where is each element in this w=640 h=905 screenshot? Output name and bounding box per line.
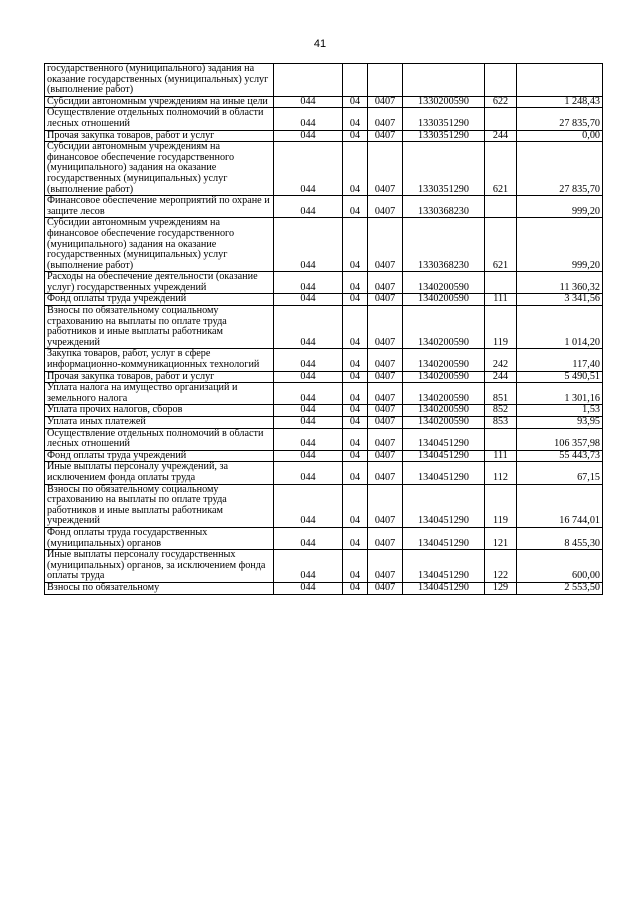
section-code-cell: 04 <box>343 405 368 417</box>
target-article-cell: 1340451290 <box>403 527 485 549</box>
subsection-code-cell: 0407 <box>368 142 403 196</box>
org-code-cell: 044 <box>274 417 343 429</box>
amount-cell: 1 014,20 <box>517 306 603 349</box>
subsection-code-cell: 0407 <box>368 306 403 349</box>
budget-table <box>44 63 603 595</box>
table-row <box>45 428 603 450</box>
subsection-code-cell: 0407 <box>368 96 403 108</box>
target-article-cell: 1340451290 <box>403 550 485 583</box>
org-code-cell: 044 <box>274 527 343 549</box>
table-row <box>45 383 603 405</box>
org-code-cell: 044 <box>274 108 343 130</box>
expense-type-cell: 129 <box>485 582 517 594</box>
subsection-code-cell: 0407 <box>368 218 403 272</box>
section-code-cell: 04 <box>343 130 368 142</box>
expense-type-cell: 121 <box>485 527 517 549</box>
expense-type-cell: 621 <box>485 218 517 272</box>
section-code-cell: 04 <box>343 306 368 349</box>
expense-name-cell: Фонд оплаты труда государственных (муниципальных) органов <box>45 527 274 549</box>
amount-cell: 8 455,30 <box>517 527 603 549</box>
table-row <box>45 349 603 371</box>
expense-type-cell: 242 <box>485 349 517 371</box>
section-code-cell: 04 <box>343 294 368 306</box>
org-code-cell: 044 <box>274 196 343 218</box>
table-row <box>45 306 603 349</box>
target-article-cell: 1340451290 <box>403 582 485 594</box>
table-row <box>45 405 603 417</box>
target-article-cell: 1330200590 <box>403 96 485 108</box>
target-article-cell: 1340200590 <box>403 272 485 294</box>
expense-name-cell: Уплата налога на имущество организаций и земельного налога <box>45 383 274 405</box>
expense-type-cell <box>485 196 517 218</box>
amount-cell: 55 443,73 <box>517 450 603 462</box>
amount-cell: 3 341,56 <box>517 294 603 306</box>
section-code-cell: 04 <box>343 349 368 371</box>
table-row <box>45 142 603 196</box>
section-code-cell: 04 <box>343 96 368 108</box>
org-code-cell: 044 <box>274 462 343 484</box>
expense-type-cell: 111 <box>485 450 517 462</box>
org-code-cell: 044 <box>274 130 343 142</box>
subsection-code-cell: 0407 <box>368 371 403 383</box>
amount-cell: 106 357,98 <box>517 428 603 450</box>
section-code-cell <box>343 64 368 97</box>
subsection-code-cell: 0407 <box>368 582 403 594</box>
org-code-cell: 044 <box>274 371 343 383</box>
org-code-cell: 044 <box>274 550 343 583</box>
subsection-code-cell: 0407 <box>368 405 403 417</box>
amount-cell: 1 301,16 <box>517 383 603 405</box>
expense-type-cell <box>485 428 517 450</box>
table-row <box>45 294 603 306</box>
expense-name-cell: Взносы по обязательному социальному страхованию на выплаты по оплате труда работников и иные выплаты работникам учреждений <box>45 484 274 527</box>
expense-name-cell: Фонд оплаты труда учреждений <box>45 450 274 462</box>
target-article-cell: 1340451290 <box>403 462 485 484</box>
section-code-cell: 04 <box>343 383 368 405</box>
expense-type-cell: 111 <box>485 294 517 306</box>
org-code-cell: 044 <box>274 142 343 196</box>
expense-name-cell: Осуществление отдельных полномочий в области лесных отношений <box>45 108 274 130</box>
section-code-cell: 04 <box>343 450 368 462</box>
expense-name-cell: Субсидии автономным учреждениям на финансовое обеспечение государственного (муниципального) задания на оказание государственных (муниципальных) услуг (выполнение работ) <box>45 218 274 272</box>
expense-name-cell: Фонд оплаты труда учреждений <box>45 294 274 306</box>
subsection-code-cell <box>368 64 403 97</box>
subsection-code-cell: 0407 <box>368 550 403 583</box>
expense-name-cell: Расходы на обеспечение деятельности (оказание услуг) государственных учреждений <box>45 272 274 294</box>
org-code-cell: 044 <box>274 294 343 306</box>
table-row <box>45 272 603 294</box>
expense-name-cell: Закупка товаров, работ, услуг в сфере информационно-коммуникационных технологий <box>45 349 274 371</box>
subsection-code-cell: 0407 <box>368 294 403 306</box>
target-article-cell: 1330351290 <box>403 108 485 130</box>
expense-type-cell: 621 <box>485 142 517 196</box>
target-article-cell: 1340451290 <box>403 450 485 462</box>
expense-name-cell: Уплата иных платежей <box>45 417 274 429</box>
expense-type-cell: 244 <box>485 130 517 142</box>
amount-cell <box>517 64 603 97</box>
expense-name-cell: Субсидии автономным учреждениям на финансовое обеспечение государственного (муниципального) задания на оказание государственных (муниципальных) услуг (выполнение работ) <box>45 142 274 196</box>
expense-name-cell: Взносы по обязательному социальному страхованию на выплаты по оплате труда работников и иные выплаты работникам учреждений <box>45 306 274 349</box>
table-row <box>45 462 603 484</box>
target-article-cell: 1340200590 <box>403 294 485 306</box>
subsection-code-cell: 0407 <box>368 349 403 371</box>
section-code-cell: 04 <box>343 550 368 583</box>
section-code-cell: 04 <box>343 196 368 218</box>
expense-name-cell: Уплата прочих налогов, сборов <box>45 405 274 417</box>
amount-cell: 16 744,01 <box>517 484 603 527</box>
expense-name-cell: Иные выплаты персоналу государственных (муниципальных) органов, за исключением фонда оплаты труда <box>45 550 274 583</box>
section-code-cell: 04 <box>343 582 368 594</box>
target-article-cell: 1340200590 <box>403 306 485 349</box>
target-article-cell: 1340451290 <box>403 484 485 527</box>
expense-name-cell: государственного (муниципального) задания на оказание государственных (муниципальных) услуг (выполнение работ) <box>45 64 274 97</box>
target-article-cell: 1340200590 <box>403 383 485 405</box>
table-row <box>45 108 603 130</box>
table-row <box>45 130 603 142</box>
section-code-cell: 04 <box>343 462 368 484</box>
amount-cell: 1,53 <box>517 405 603 417</box>
target-article-cell: 1340200590 <box>403 349 485 371</box>
amount-cell: 27 835,70 <box>517 108 603 130</box>
amount-cell: 1 248,43 <box>517 96 603 108</box>
amount-cell: 93,95 <box>517 417 603 429</box>
section-code-cell: 04 <box>343 108 368 130</box>
expense-type-cell: 244 <box>485 371 517 383</box>
section-code-cell: 04 <box>343 371 368 383</box>
expense-name-cell: Финансовое обеспечение мероприятий по охране и защите лесов <box>45 196 274 218</box>
target-article-cell: 1330351290 <box>403 142 485 196</box>
org-code-cell: 044 <box>274 272 343 294</box>
target-article-cell: 1340200590 <box>403 405 485 417</box>
amount-cell: 0,00 <box>517 130 603 142</box>
subsection-code-cell: 0407 <box>368 484 403 527</box>
target-article-cell: 1330368230 <box>403 196 485 218</box>
section-code-cell: 04 <box>343 527 368 549</box>
expense-name-cell: Иные выплаты персоналу учреждений, за исключением фонда оплаты труда <box>45 462 274 484</box>
org-code-cell: 044 <box>274 383 343 405</box>
expense-name-cell: Прочая закупка товаров, работ и услуг <box>45 130 274 142</box>
expense-type-cell: 851 <box>485 383 517 405</box>
expense-name-cell: Субсидии автономным учреждениям на иные цели <box>45 96 274 108</box>
amount-cell: 27 835,70 <box>517 142 603 196</box>
expense-type-cell: 112 <box>485 462 517 484</box>
section-code-cell: 04 <box>343 417 368 429</box>
table-row <box>45 196 603 218</box>
amount-cell: 117,40 <box>517 349 603 371</box>
expense-type-cell <box>485 272 517 294</box>
table-row <box>45 582 603 594</box>
subsection-code-cell: 0407 <box>368 417 403 429</box>
expense-type-cell: 852 <box>485 405 517 417</box>
page-number: 41 <box>313 38 327 50</box>
org-code-cell <box>274 64 343 97</box>
expense-type-cell: 119 <box>485 484 517 527</box>
amount-cell: 11 360,32 <box>517 272 603 294</box>
org-code-cell: 044 <box>274 349 343 371</box>
table-row <box>45 64 603 97</box>
expense-type-cell: 853 <box>485 417 517 429</box>
amount-cell: 999,20 <box>517 196 603 218</box>
subsection-code-cell: 0407 <box>368 428 403 450</box>
target-article-cell: 1340200590 <box>403 371 485 383</box>
table-row <box>45 96 603 108</box>
expense-name-cell: Прочая закупка товаров, работ и услуг <box>45 371 274 383</box>
org-code-cell: 044 <box>274 428 343 450</box>
table-row <box>45 550 603 583</box>
expense-type-cell: 122 <box>485 550 517 583</box>
section-code-cell: 04 <box>343 142 368 196</box>
expense-type-cell <box>485 108 517 130</box>
table-row <box>45 527 603 549</box>
subsection-code-cell: 0407 <box>368 272 403 294</box>
org-code-cell: 044 <box>274 582 343 594</box>
expense-type-cell <box>485 64 517 97</box>
section-code-cell: 04 <box>343 272 368 294</box>
amount-cell: 67,15 <box>517 462 603 484</box>
subsection-code-cell: 0407 <box>368 450 403 462</box>
target-article-cell: 1340451290 <box>403 428 485 450</box>
section-code-cell: 04 <box>343 428 368 450</box>
subsection-code-cell: 0407 <box>368 462 403 484</box>
org-code-cell: 044 <box>274 405 343 417</box>
org-code-cell: 044 <box>274 96 343 108</box>
target-article-cell: 1340200590 <box>403 417 485 429</box>
org-code-cell: 044 <box>274 450 343 462</box>
table-row <box>45 218 603 272</box>
org-code-cell: 044 <box>274 218 343 272</box>
expense-name-cell: Осуществление отдельных полномочий в области лесных отношений <box>45 428 274 450</box>
amount-cell: 600,00 <box>517 550 603 583</box>
section-code-cell: 04 <box>343 218 368 272</box>
section-code-cell: 04 <box>343 484 368 527</box>
subsection-code-cell: 0407 <box>368 130 403 142</box>
table-row <box>45 484 603 527</box>
subsection-code-cell: 0407 <box>368 527 403 549</box>
expense-type-cell: 622 <box>485 96 517 108</box>
org-code-cell: 044 <box>274 306 343 349</box>
subsection-code-cell: 0407 <box>368 383 403 405</box>
table-row <box>45 450 603 462</box>
target-article-cell: 1330368230 <box>403 218 485 272</box>
target-article-cell: 1330351290 <box>403 130 485 142</box>
org-code-cell: 044 <box>274 484 343 527</box>
budget-table-body <box>45 64 603 595</box>
table-row <box>45 417 603 429</box>
table-row <box>45 371 603 383</box>
amount-cell: 999,20 <box>517 218 603 272</box>
amount-cell: 2 553,50 <box>517 582 603 594</box>
expense-name-cell: Взносы по обязательному <box>45 582 274 594</box>
target-article-cell <box>403 64 485 97</box>
amount-cell: 5 490,51 <box>517 371 603 383</box>
subsection-code-cell: 0407 <box>368 108 403 130</box>
expense-type-cell: 119 <box>485 306 517 349</box>
subsection-code-cell: 0407 <box>368 196 403 218</box>
